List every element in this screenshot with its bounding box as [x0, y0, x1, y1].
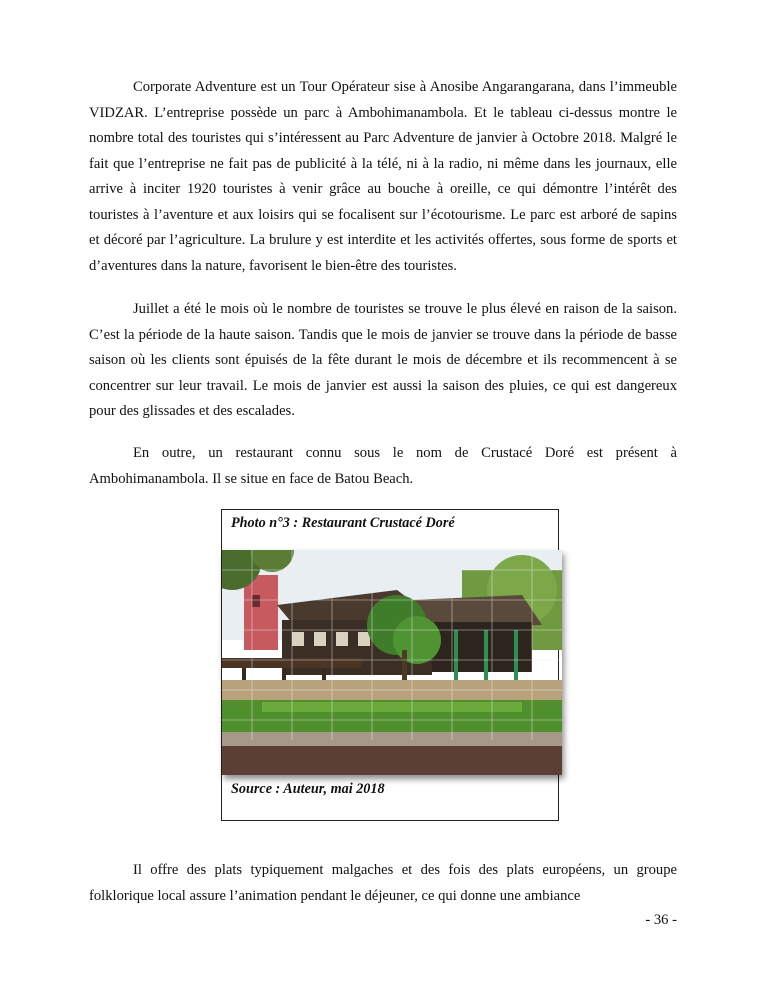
page-number: - 36 - [645, 912, 677, 928]
restaurant-photo-image [222, 550, 562, 775]
photo-caption-source: Source : Auteur, mai 2018 [231, 781, 385, 797]
restaurant-photo [222, 550, 562, 775]
paragraph-restaurant-offer: Il offre des plats typiquement malgaches et des fois des plats européens, un groupe folklorique local assure l’animation pendant le déjeuner, ce qui donne une ambiance [89, 862, 677, 904]
photo-caption-title: Photo n°3 : Restaurant Crustacé Doré [231, 515, 455, 531]
paragraph-high-season: Juillet a été le mois où le nombre de touristes se trouve le plus élevé en raison de la saison. C’est la période de la haute saison. Tandis que le mois de janvier se trouve dans la période de basse saison où les clients sont épuisés de la fête durant le mois de décembre et ils recommencent à se concentrer sur leur travail. Le mois de janvier est aussi la saison des pluies, ce qui est dangereux pour des glissades et des escalades. [89, 301, 677, 419]
paragraph-corporate-adventure: Corporate Adventure est un Tour Opérateur sise à Anosibe Angarangarana, dans l’immeuble VIDZAR. L’entreprise possède un parc à Ambohimanambola. Et le tableau ci-dessus montre le nombre total des touristes qui s’intéressent au Parc Adventure de janvier à Octobre 2018. Malgré le fait que l’entreprise ne fait pas de publicité à la télé, ni à la radio, ni même dans les journaux, elle arrive à inciter 1920 touristes à venir grâce au bouche à oreille, ce qui démontre l’intérêt des touristes à l’aventure et aux loisirs qui se focalisent sur l’écotourisme. Le parc est arboré de sapins et décoré par l’agriculture. La brulure y est interdite et les activités offertes, sous forme de sports et d’aventures dans la nature, favorisent le bien-être des touristes. [89, 79, 677, 274]
paragraph-restaurant-intro: En outre, un restaurant connu sous le nom de Crustacé Doré est présent à Ambohimanambola. Il se situe en face de Batou Beach. [89, 445, 677, 487]
photo-figure-box [221, 509, 559, 821]
